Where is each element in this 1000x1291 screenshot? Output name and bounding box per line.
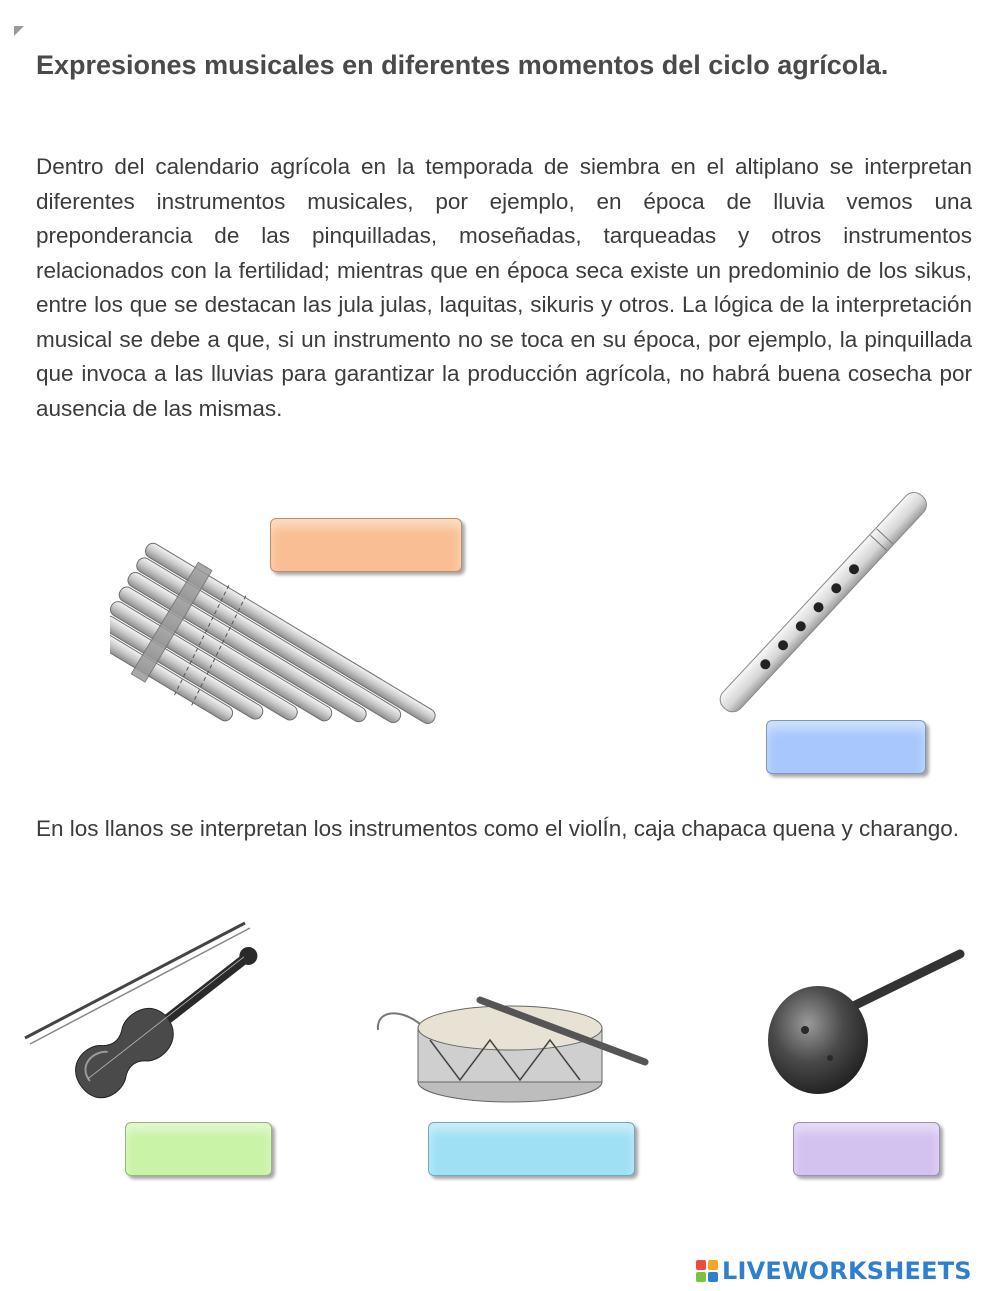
logo-mark-square <box>696 1272 706 1282</box>
answer-box-flute[interactable] <box>766 720 926 774</box>
gourd-rattle-image <box>760 940 970 1115</box>
paragraph-llanos: En los llanos se interpretan los instrumentos como el violÍn, caja chapaca quena y charango. <box>36 816 960 841</box>
page-title: Expresiones musicales en diferentes momentos del ciclo agrícola. <box>36 50 889 80</box>
logo-text: LIVEWORKSHEETS <box>722 1257 972 1285</box>
answer-box-violin[interactable] <box>125 1122 272 1176</box>
paragraph-altiplano: Dentro del calendario agrícola en la temporada de siembra en el altiplano se interpretan diferentes instrumentos musicales, por ejemplo, en época de lluvia vemos una preponderancia de las pinquilladas, moseñadas, tarqueadas y otros instrumentos relacionados con la fertilidad; mientras que en época seca existe un predominio de los sikus, entre los que se destacan las jula julas, laquitas, sikuris y otros. La lógica de la interpretación musical se debe a que, si un instrumento no se toca en su época, por ejemplo, la pinquillada que invoca a las lluvias para garantizar la producción agrícola, no habrá buena cosecha por ausencia de las mismas. <box>36 154 972 421</box>
answer-box-rattle[interactable] <box>793 1122 940 1176</box>
corner-mark <box>14 26 24 36</box>
logo-mark-square <box>708 1272 718 1282</box>
violin-image <box>15 918 315 1118</box>
liveworksheets-logo <box>696 1254 972 1288</box>
logo-mark-icon <box>696 1260 718 1282</box>
drum-image <box>370 990 650 1108</box>
answer-box-drum[interactable] <box>428 1122 635 1176</box>
answer-box-panpipe[interactable] <box>270 518 462 572</box>
logo-mark-square <box>708 1260 718 1270</box>
logo-mark-square <box>696 1260 706 1270</box>
flute-image <box>700 490 945 720</box>
